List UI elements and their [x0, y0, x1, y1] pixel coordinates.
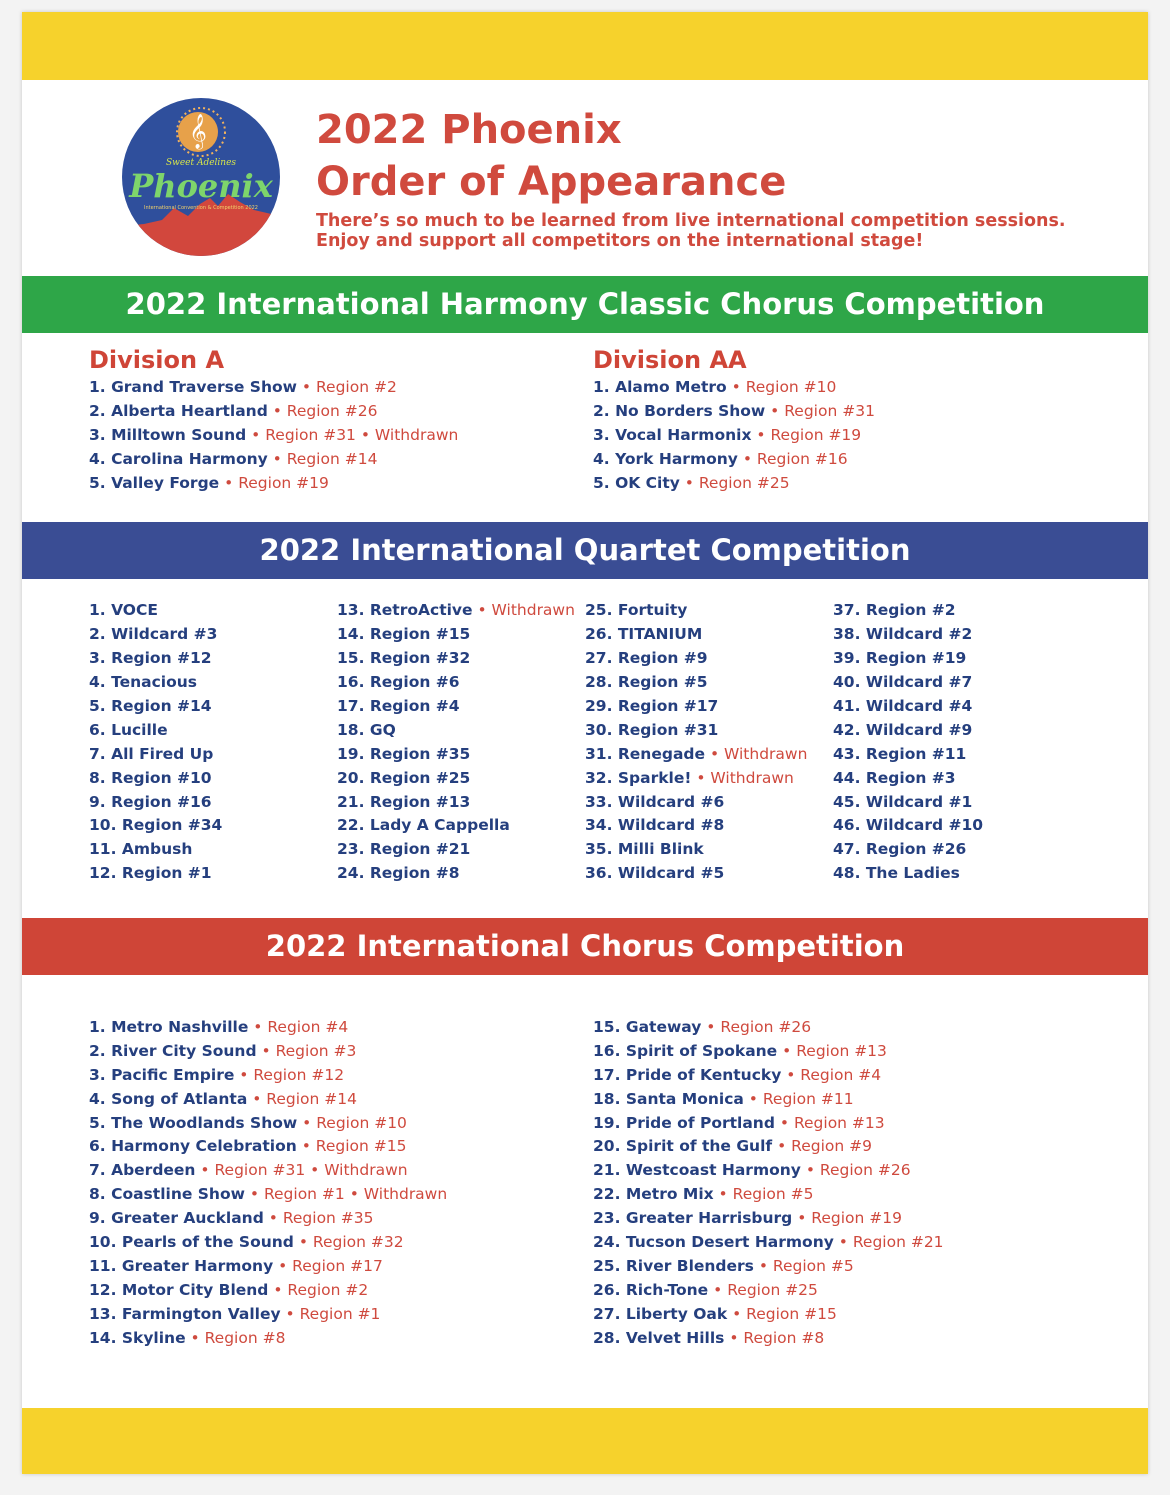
order-of-appearance-sheet [22, 12, 1148, 1474]
chorus-column-1 [89, 1016, 447, 1350]
chorus-column-2 [593, 1016, 944, 1350]
entry-region: Region #13 [796, 1041, 887, 1060]
entry-name: 26. Rich-Tone [593, 1280, 709, 1299]
entry-region: Region #9 [791, 1137, 872, 1156]
entry-region: Region #19 [770, 425, 862, 444]
quartet-column-1 [89, 599, 222, 886]
entry-name: 5. OK City [593, 473, 680, 492]
entry-name: 18. GQ [337, 720, 396, 739]
entry-region: Region #5 [732, 1185, 814, 1204]
entry-name: 1. Alamo Metro [593, 378, 727, 396]
entry-name: 31. Renegade [585, 744, 706, 763]
list-item [833, 791, 983, 815]
entry-region: Region #14 [286, 449, 378, 468]
separator: • [772, 1137, 792, 1156]
list-item [337, 743, 575, 767]
entry-name: 23. Region #21 [337, 840, 471, 859]
separator: • [263, 1209, 283, 1228]
entry-region: Region #26 [819, 1161, 911, 1180]
list-item [89, 1327, 447, 1351]
entry-name: 29. Region #17 [585, 696, 719, 715]
list-item [585, 743, 807, 767]
entry-region: Region #26 [720, 1018, 812, 1036]
entry-region: Region #11 [762, 1089, 854, 1108]
list-item [89, 814, 222, 838]
list-item [89, 599, 222, 623]
entry-name: 12. Motor City Blend [89, 1280, 269, 1299]
separator: • [472, 601, 492, 619]
list-item [89, 1183, 447, 1207]
list-item [593, 448, 875, 472]
list-item [89, 1255, 447, 1279]
entry-name: 30. Region #31 [585, 720, 719, 739]
list-item [89, 400, 458, 424]
list-item [593, 1327, 944, 1351]
list-item [89, 671, 222, 695]
list-item [89, 424, 458, 448]
separator: • [247, 1089, 267, 1108]
separator: • [244, 1185, 264, 1204]
list-item [89, 472, 458, 496]
entry-region: Region #2 [315, 378, 397, 396]
entry-name: 22. Lady A Cappella [337, 816, 510, 835]
list-item [593, 1303, 944, 1327]
quartet-column-2 [337, 599, 575, 886]
list-item [89, 1016, 447, 1040]
entry-region: Region #31 [214, 1161, 306, 1180]
entry-name: 21. Region #13 [337, 792, 471, 811]
entry-name: 35. Milli Blink [585, 840, 704, 859]
list-item [337, 862, 575, 886]
entry-name: 10. Pearls of the Sound [89, 1233, 294, 1252]
list-item [337, 791, 575, 815]
entry-name: 23. Greater Harrisburg [593, 1209, 793, 1228]
entry-region: Region #15 [315, 1137, 407, 1156]
division-a-list [89, 376, 458, 495]
entry-name: 2. Wildcard #3 [89, 624, 218, 643]
entry-name: 22. Metro Mix [593, 1185, 714, 1204]
list-item [585, 862, 807, 886]
entry-status: Withdrawn [374, 425, 459, 444]
separator: • [792, 1209, 812, 1228]
entry-name: 10. Region #34 [89, 816, 223, 835]
phoenix-logo [122, 98, 280, 256]
list-item [585, 599, 807, 623]
treble-clef-icon: 𝄞 [178, 112, 218, 152]
separator: • [195, 1161, 215, 1180]
list-item [593, 1207, 944, 1231]
entry-name: 13. Farmington Valley [89, 1304, 281, 1323]
entry-status: Withdrawn [710, 768, 794, 787]
list-item [833, 862, 983, 886]
entry-name: 27. Liberty Oak [593, 1304, 728, 1323]
entry-name: 4. Tenacious [89, 672, 198, 691]
entry-region: Region #35 [282, 1209, 374, 1228]
list-item [593, 424, 875, 448]
entry-region: Region #13 [793, 1113, 885, 1132]
separator: • [751, 425, 771, 444]
entry-name: 28. Region #5 [585, 672, 708, 691]
entry-name: 5. The Woodlands Show [89, 1113, 298, 1132]
entry-region: Region #4 [267, 1018, 349, 1036]
bottom-yellow-band [22, 1408, 1148, 1474]
entry-name: 3. Region #12 [89, 648, 212, 667]
separator: • [185, 1328, 205, 1347]
entry-name: 4. Song of Atlanta [89, 1089, 248, 1108]
entry-name: 25. Fortuity [585, 601, 688, 619]
entry-name: 9. Greater Auckland [89, 1209, 264, 1228]
list-item [593, 1255, 944, 1279]
list-item [89, 862, 222, 886]
entry-name: 36. Wildcard #5 [585, 864, 725, 883]
page-title-line2: Order of Appearance [316, 159, 787, 205]
list-item [89, 791, 222, 815]
division-aa-list [593, 376, 875, 495]
entry-name: 20. Spirit of the Gulf [593, 1137, 773, 1156]
entry-region: Region #14 [266, 1089, 357, 1108]
list-item [585, 838, 807, 862]
quartet-column-3 [585, 599, 807, 886]
entry-name: 47. Region #26 [833, 840, 967, 859]
entry-name: 40. Wildcard #7 [833, 672, 973, 691]
page-title-line1: 2022 Phoenix [316, 107, 622, 153]
entry-name: 46. Wildcard #10 [833, 816, 984, 835]
entry-name: 3. Pacific Empire [89, 1065, 235, 1084]
separator: • [344, 1185, 364, 1204]
list-item [89, 1207, 447, 1231]
list-item [593, 472, 875, 496]
separator: • [753, 1256, 773, 1275]
separator: • [777, 1041, 797, 1060]
separator: • [297, 1113, 317, 1132]
entry-name: 24. Tucson Desert Harmony [593, 1233, 834, 1252]
division-aa-title: Division AA [593, 346, 747, 374]
list-item [89, 448, 458, 472]
list-item [337, 647, 575, 671]
separator: • [246, 425, 266, 444]
separator: • [781, 1065, 801, 1084]
list-item [593, 376, 875, 400]
division-a-title: Division A [89, 346, 225, 374]
top-yellow-band [22, 12, 1148, 80]
entry-name: 6. Harmony Celebration [89, 1137, 297, 1156]
entry-name: 39. Region #19 [833, 648, 967, 667]
entry-name: 24. Region #8 [337, 864, 460, 883]
entry-name: 43. Region #11 [833, 744, 967, 763]
list-item [585, 647, 807, 671]
separator: • [296, 378, 316, 396]
list-item [833, 767, 983, 791]
entry-region: Region #25 [727, 1280, 818, 1299]
separator: • [701, 1018, 721, 1036]
list-item [593, 1231, 944, 1255]
entry-name: 13. RetroActive [337, 601, 473, 619]
list-item [89, 623, 222, 647]
separator: • [268, 1280, 288, 1299]
entry-region: Region #25 [698, 473, 790, 492]
list-item [337, 814, 575, 838]
separator: • [355, 425, 375, 444]
entry-name: 12. Region #1 [89, 864, 212, 883]
list-item [593, 400, 875, 424]
entry-name: 1. Metro Nashville [89, 1018, 249, 1036]
entry-name: 45. Wildcard #1 [833, 792, 973, 811]
entry-name: 16. Region #6 [337, 672, 460, 691]
entry-name: 4. Carolina Harmony [89, 449, 268, 468]
entry-name: 21. Westcoast Harmony [593, 1161, 801, 1180]
entry-status: Withdrawn [491, 601, 575, 619]
entry-region: Region #21 [852, 1233, 944, 1252]
entry-name: 14. Skyline [89, 1328, 186, 1347]
separator: • [691, 768, 711, 787]
entry-name: 3. Vocal Harmonix [593, 425, 752, 444]
list-item [593, 1064, 944, 1088]
entry-name: 28. Velvet Hills [593, 1328, 725, 1347]
list-item [585, 623, 807, 647]
entry-name: 37. Region #2 [833, 601, 956, 619]
entry-name: 42. Wildcard #9 [833, 720, 973, 739]
entry-name: 27. Region #9 [585, 648, 708, 667]
list-item [593, 1135, 944, 1159]
entry-name: 11. Ambush [89, 840, 193, 859]
list-item [89, 1135, 447, 1159]
separator: • [219, 473, 239, 492]
entry-name: 2. Alberta Heartland [89, 401, 268, 420]
entry-region: Region #10 [316, 1113, 407, 1132]
entry-name: 4. York Harmony [593, 449, 738, 468]
entry-region: Region #12 [253, 1065, 345, 1084]
list-item [593, 1159, 944, 1183]
tagline-line1: There’s so much to be learned from live international competition sessions. [316, 211, 1066, 231]
entry-region: Region #19 [811, 1209, 902, 1228]
entry-name: 9. Region #16 [89, 792, 212, 811]
entry-name: 3. Milltown Sound [89, 425, 247, 444]
entry-name: 1. Grand Traverse Show [89, 378, 297, 396]
entry-name: 25. River Blenders [593, 1256, 754, 1275]
logo-event-text: International Convention & Competition 2022 [144, 205, 258, 211]
list-item [833, 719, 983, 743]
entry-name: 19. Pride of Portland [593, 1113, 775, 1132]
entry-name: 8. Region #10 [89, 768, 212, 787]
list-item [89, 719, 222, 743]
entry-name: 17. Region #4 [337, 696, 460, 715]
entry-region: Region #4 [800, 1065, 882, 1084]
list-item [585, 719, 807, 743]
separator: • [267, 449, 287, 468]
separator: • [743, 1089, 763, 1108]
separator: • [705, 744, 725, 763]
entry-name: 44. Region #3 [833, 768, 956, 787]
list-item [89, 376, 458, 400]
separator: • [726, 378, 746, 396]
entry-region: Region #3 [275, 1041, 357, 1060]
separator: • [267, 401, 287, 420]
entry-name: 7. All Fired Up [89, 744, 214, 763]
entry-name: 16. Spirit of Spokane [593, 1041, 778, 1060]
list-item [593, 1279, 944, 1303]
entry-name: 5. Region #14 [89, 696, 212, 715]
list-item [89, 838, 222, 862]
entry-name: 5. Valley Forge [89, 473, 220, 492]
entry-name: 6. Lucille [89, 720, 168, 739]
entry-name: 34. Wildcard #8 [585, 816, 725, 835]
list-item [89, 767, 222, 791]
entry-region: Region #31 [265, 425, 356, 444]
quartet-banner: 2022 International Quartet Competition [22, 522, 1148, 579]
list-item [89, 1159, 447, 1183]
chorus-banner: 2022 International Chorus Competition [22, 918, 1148, 975]
separator: • [679, 473, 699, 492]
separator: • [737, 449, 757, 468]
entry-name: 48. The Ladies [833, 864, 960, 883]
separator: • [727, 1304, 747, 1323]
list-item [337, 695, 575, 719]
entry-region: Region #32 [312, 1233, 404, 1252]
list-item [89, 1231, 447, 1255]
list-item [89, 1040, 447, 1064]
separator: • [765, 401, 785, 420]
quartet-column-4 [833, 599, 983, 886]
entry-name: 20. Region #25 [337, 768, 471, 787]
list-item [585, 814, 807, 838]
entry-region: Region #19 [238, 473, 329, 492]
list-item [585, 671, 807, 695]
tagline [316, 211, 1116, 251]
list-item [833, 743, 983, 767]
list-item [833, 599, 983, 623]
separator: • [296, 1137, 316, 1156]
entry-region: Region #8 [743, 1328, 825, 1347]
entry-region: Region #8 [204, 1328, 286, 1347]
list-item [337, 767, 575, 791]
list-item [833, 647, 983, 671]
entry-name: 32. Sparkle! [585, 768, 692, 787]
separator: • [800, 1161, 820, 1180]
entry-name: 8. Coastline Show [89, 1185, 245, 1204]
entry-region: Region #31 [784, 401, 875, 420]
entry-status: Withdrawn [363, 1185, 448, 1204]
list-item [337, 671, 575, 695]
entry-status: Withdrawn [724, 744, 808, 763]
separator: • [724, 1328, 744, 1347]
list-item [89, 1112, 447, 1136]
separator: • [248, 1018, 268, 1036]
separator: • [293, 1233, 313, 1252]
entry-name: 2. No Borders Show [593, 401, 766, 420]
entry-region: Region #17 [292, 1256, 383, 1275]
entry-name: 7. Aberdeen [89, 1161, 196, 1180]
list-item [585, 767, 807, 791]
entry-name: 17. Pride of Kentucky [593, 1065, 782, 1084]
list-item [833, 814, 983, 838]
entry-region: Region #1 [263, 1185, 345, 1204]
separator: • [708, 1280, 728, 1299]
separator: • [280, 1304, 300, 1323]
separator: • [273, 1256, 293, 1275]
separator: • [305, 1161, 325, 1180]
list-item [89, 695, 222, 719]
entry-name: 18. Santa Monica [593, 1089, 744, 1108]
tagline-line2: Enjoy and support all competitors on the international stage! [316, 231, 924, 251]
entry-name: 1. VOCE [89, 601, 158, 619]
list-item [585, 695, 807, 719]
entry-region: Region #10 [745, 378, 837, 396]
entry-region: Region #2 [287, 1280, 369, 1299]
separator: • [234, 1065, 254, 1084]
separator: • [256, 1041, 276, 1060]
entry-name: 15. Gateway [593, 1018, 702, 1036]
list-item [833, 623, 983, 647]
list-item [89, 743, 222, 767]
entry-name: 11. Greater Harmony [89, 1256, 274, 1275]
separator: • [713, 1185, 733, 1204]
entry-status: Withdrawn [324, 1161, 408, 1180]
list-item [593, 1040, 944, 1064]
list-item [89, 647, 222, 671]
entry-name: 15. Region #32 [337, 648, 471, 667]
entry-name: 14. Region #15 [337, 624, 471, 643]
list-item [89, 1064, 447, 1088]
list-item [337, 719, 575, 743]
logo-city-text: Phoenix [129, 167, 273, 205]
entry-name: 26. TITANIUM [585, 624, 703, 643]
list-item [833, 671, 983, 695]
list-item [89, 1279, 447, 1303]
entry-region: Region #5 [772, 1256, 854, 1275]
list-item [337, 599, 575, 623]
entry-region: Region #16 [756, 449, 848, 468]
entry-name: 33. Wildcard #6 [585, 792, 725, 811]
entry-name: 19. Region #35 [337, 744, 471, 763]
list-item [833, 838, 983, 862]
entry-name: 2. River City Sound [89, 1041, 257, 1060]
separator: • [774, 1113, 794, 1132]
entry-region: Region #15 [746, 1304, 837, 1323]
logo-org-text: Sweet Adelines [165, 158, 237, 168]
list-item [593, 1183, 944, 1207]
harmony-classic-banner: 2022 International Harmony Classic Chorus Competition [22, 276, 1148, 333]
list-item [89, 1303, 447, 1327]
list-item [833, 695, 983, 719]
list-item [585, 791, 807, 815]
entry-region: Region #1 [299, 1304, 381, 1323]
list-item [593, 1112, 944, 1136]
entry-name: 41. Wildcard #4 [833, 696, 973, 715]
list-item [89, 1088, 447, 1112]
entry-name: 38. Wildcard #2 [833, 624, 973, 643]
entry-region: Region #26 [286, 401, 378, 420]
separator: • [833, 1233, 853, 1252]
list-item [337, 623, 575, 647]
list-item [593, 1016, 944, 1040]
list-item [337, 838, 575, 862]
list-item [593, 1088, 944, 1112]
